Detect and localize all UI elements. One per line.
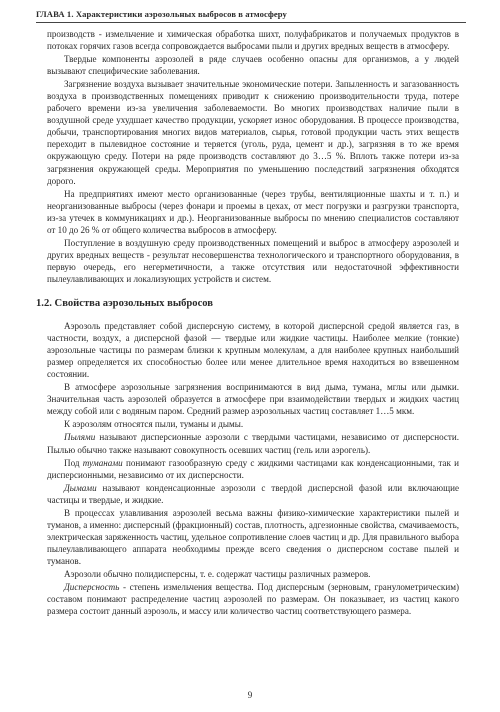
paragraph: Аэрозоли обычно полидисперсны, т. е. содержат частицы различных размеров. [64, 568, 371, 579]
definition-prefix: Под [64, 457, 83, 468]
term-mists: туманами [82, 457, 123, 468]
section-heading: 1.2. Свойства аэрозольных выбросов [36, 297, 214, 309]
page-body [36, 28, 459, 617]
term-dusts: Пылями [64, 432, 96, 443]
paragraph: Твердые компоненты аэрозолей в ряде случаев особенно опасны для организмов, а у людей вызывают специфические заболевания. [47, 54, 459, 77]
paragraph: На предприятиях имеют место организованные (через трубы, вентиляционные шахты и т. п.) и неорганизованные выбросы (через фонари и проемы в цехах, от мест погрузки и разгрузки транспорта, из-за утечек в коммуникациях и др.). Неорганизованные выбросы по мнению специалистов составляют от 10 до 26 % от общего количества выбросов в атмосферу. [47, 188, 459, 235]
paragraph: Поступление в воздушную среду производственных помещений и выброс в атмосферу аэрозолей и других вредных веществ - результат несовершенства технологического и транспортного оборудования, в первую очередь, его негерметичности, а также отсутствия или недостаточной эффективности пылеулавливающих и локализующих устройств и систем. [47, 237, 459, 284]
paragraph: Аэрозоль представляет собой дисперсную систему, в которой дисперсной средой является газ, в частности, воздух, а дисперсной фазой — твердые или жидкие частицы. Наиболее мелкие (тонкие) аэрозольные частицы по размерам близки к крупным молекулам, а для наиболее крупных наибольший размер определяется их способностью более или менее длительное время находиться во взвешенном состоянии. [47, 321, 459, 380]
paragraph: В процессах улавливания аэрозолей весьма важны физико-химические характеристики пылей и туманов, а именно: дисперсный (фракционный) состав, плотность, адгезионные свойства, смачиваемость, электрическая заряженность частиц, удельное сопротивление слоев частиц и др. Для правильного выбора пылеулавливающего аппарата необходимы прежде всего сведения о дисперсном составе пылей и туманов. [47, 507, 459, 566]
definition-paragraph [47, 581, 459, 617]
header-rule [36, 22, 466, 23]
definition-text: называют конденсационные аэрозоли с твердой дисперсной фазой или включающие частицы и твердые, и жидкие. [47, 482, 459, 505]
definition-text: - степень измельчения вещества. Под дисперсным (зерновым, гранулометрическим) составом понимают распределение частиц аэрозолей по размерам. Он показывает, из частиц какого размера состоит данный аэрозоль, и массу или количество частиц соответствующего размера. [47, 582, 459, 617]
term-smokes: Дымами [64, 482, 97, 493]
definition-paragraph [47, 457, 459, 481]
paragraph: В атмосфере аэрозольные загрязнения воспринимаются в вид дыма, тумана, мглы или дымки. Значительная часть аэрозолей образуется в атмосфере при взаимодействии твердых и жидких частиц между собой или с водяным паром. Средний размер аэрозольных частиц составляет 1…5 мкм. [47, 382, 459, 417]
page-number: 9 [247, 690, 253, 700]
definition-text: называют дисперсионные аэрозоли с твердыми частицами, независимо от дисперсности. Пылью обычно также называют совокупность осевших частиц (гель или аэрогель). [47, 432, 459, 455]
term-dispersity: Дисперсность [64, 582, 120, 593]
definition-paragraph [47, 431, 459, 455]
running-head: ГЛАВА 1. Характеристики аэрозольных выбросов в атмосферу [36, 9, 287, 19]
paragraph: производств - измельчение и химическая обработка шихт, полуфабрикатов и получаемых продуктов в потоках горячих газов всегда сопровождается выбросами пыли и других вредных веществ в атмосферу. [47, 29, 459, 52]
definition-paragraph [47, 482, 459, 506]
definition-text: понимают газообразную среду с жидкими частицами как конденсационными, так и дисперсионными, независимо от их дисперсности. [47, 457, 459, 480]
paragraph: Загрязнение воздуха вызывает значительные экономические потери. Запыленность и загазованность воздуха в производственных помещениях приводит к снижению производительности труда, потере рабочего времени из-за увеличения заболеваемости. Во многих производствах наличие пыли в воздушной среде ухудшает качество продукции, ускоряет износ оборудования. В процессе производства, добычи, транспортирования многих видов материалов, сырья, готовой продукции часть этих веществ переходит в пылевидное состояние и теряется (уголь, руда, цемент и др.), загрязняя в то же время окружающую среду. Потери на ряде производств составляют до 3…5 %. Вплоть также потери из-за загрязнения окружающей среды. Мероприятия по уменьшению последствий загрязнения обходятся дорого. [47, 79, 459, 186]
paragraph: К аэрозолям относятся пыли, туманы и дымы. [64, 419, 244, 430]
